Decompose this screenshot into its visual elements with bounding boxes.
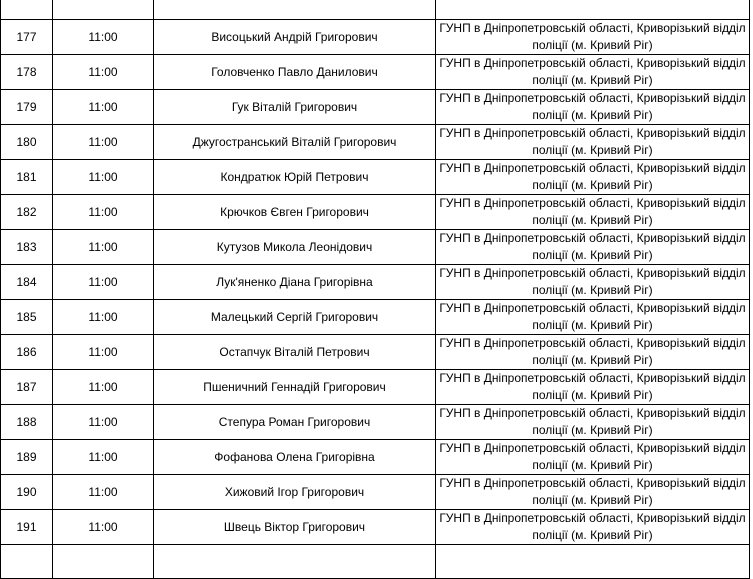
department-line-2: поліції (м. Кривий Ріг) bbox=[532, 178, 653, 192]
row-full-name: Кутузов Микола Леонідович bbox=[154, 230, 436, 265]
table-row bbox=[1, 195, 750, 230]
row-number: 179 bbox=[1, 90, 53, 125]
row-department bbox=[436, 160, 750, 195]
department-line-2: поліції (м. Кривий Ріг) bbox=[532, 108, 653, 122]
department-line-2: поліції (м. Кривий Ріг) bbox=[532, 458, 653, 472]
row-time: 11:00 bbox=[53, 265, 154, 300]
department-line-1: ГУНП в Дніпропетровській області, Криворізький відділ bbox=[439, 406, 746, 420]
department-line-1: ГУНП в Дніпропетровській області, Криворізький відділ bbox=[439, 266, 746, 280]
row-full-name: Степура Роман Григорович bbox=[154, 405, 436, 440]
table-row bbox=[1, 475, 750, 510]
row-department bbox=[436, 335, 750, 370]
row-time: 11:00 bbox=[53, 125, 154, 160]
row-number: 184 bbox=[1, 265, 53, 300]
department-line-2: поліції (м. Кривий Ріг) bbox=[532, 493, 653, 507]
row-number: 180 bbox=[1, 125, 53, 160]
row-number: 181 bbox=[1, 160, 53, 195]
table-row bbox=[1, 160, 750, 195]
row-number: 185 bbox=[1, 300, 53, 335]
row-full-name: Лук'яненко Діана Григорівна bbox=[154, 265, 436, 300]
department-line-1: ГУНП в Дніпропетровській області, Криворізький відділ bbox=[439, 21, 746, 35]
row-department bbox=[436, 55, 750, 90]
table-row bbox=[1, 125, 750, 160]
row-department bbox=[436, 265, 750, 300]
department-line-1: ГУНП в Дніпропетровській області, Криворізький відділ bbox=[439, 476, 746, 490]
table-row bbox=[1, 405, 750, 440]
row-time: 11:00 bbox=[53, 475, 154, 510]
department-line-1: ГУНП в Дніпропетровській області, Криворізький відділ bbox=[439, 231, 746, 245]
row-department bbox=[436, 20, 750, 55]
row-full-name: Крючков Євген Григорович bbox=[154, 195, 436, 230]
row-full-name bbox=[154, 545, 436, 579]
row-time: 11:00 bbox=[53, 230, 154, 265]
row-number: 177 bbox=[1, 20, 53, 55]
department-line-2: поліції (м. Кривий Ріг) bbox=[532, 318, 653, 332]
department-line-2: поліції (м. Кривий Ріг) bbox=[532, 528, 653, 542]
row-time: 11:00 bbox=[53, 370, 154, 405]
row-time: 11:00 bbox=[53, 90, 154, 125]
row-full-name: Остапчук Віталій Петрович bbox=[154, 335, 436, 370]
row-full-name: Висоцький Андрій Григорович bbox=[154, 20, 436, 55]
row-full-name: Гук Віталій Григорович bbox=[154, 90, 436, 125]
department-line-2: поліції (м. Кривий Ріг) bbox=[532, 213, 653, 227]
row-time: 11:00 bbox=[53, 195, 154, 230]
row-time: 11:00 bbox=[53, 335, 154, 370]
department-line-2: поліції (м. Кривий Ріг) bbox=[532, 143, 653, 157]
department-line-1: ГУНП в Дніпропетровській області, Криворізький відділ bbox=[439, 56, 746, 70]
row-number: 178 bbox=[1, 55, 53, 90]
department-line-2: поліції (м. Кривий Ріг) bbox=[532, 283, 653, 297]
row-department bbox=[436, 370, 750, 405]
department-line-1: ГУНП в Дніпропетровській області, Криворізький відділ bbox=[439, 336, 746, 350]
department-line-1: ГУНП в Дніпропетровській області, Криворізький відділ bbox=[439, 161, 746, 175]
row-department bbox=[436, 510, 750, 545]
row-time: 11:00 bbox=[53, 160, 154, 195]
table-row bbox=[1, 55, 750, 90]
table-row bbox=[1, 300, 750, 335]
row-time bbox=[53, 0, 154, 20]
row-time: 11:00 bbox=[53, 300, 154, 335]
row-department bbox=[436, 440, 750, 475]
department-line-1: ГУНП в Дніпропетровській області, Криворізький відділ bbox=[439, 126, 746, 140]
table-body bbox=[1, 0, 750, 579]
table-row bbox=[1, 0, 750, 20]
row-full-name: Пшеничний Геннадій Григорович bbox=[154, 370, 436, 405]
row-number: 183 bbox=[1, 230, 53, 265]
row-number: 187 bbox=[1, 370, 53, 405]
row-time: 11:00 bbox=[53, 510, 154, 545]
row-full-name: Малецький Сергій Григорович bbox=[154, 300, 436, 335]
row-full-name: Фофанова Олена Григорівна bbox=[154, 440, 436, 475]
row-number bbox=[1, 0, 53, 20]
row-full-name: Хижовий Ігор Григорович bbox=[154, 475, 436, 510]
department-line-1: ГУНП в Дніпропетровській області, Криворізький відділ bbox=[439, 301, 746, 315]
row-department bbox=[436, 125, 750, 160]
row-full-name: Джугостранський Віталій Григорович bbox=[154, 125, 436, 160]
department-line-2: поліції (м. Кривий Ріг) bbox=[532, 73, 653, 87]
row-department bbox=[436, 405, 750, 440]
department-line-2: поліції (м. Кривий Ріг) bbox=[532, 248, 653, 262]
department-line-2: поліції (м. Кривий Ріг) bbox=[532, 423, 653, 437]
row-department bbox=[436, 300, 750, 335]
department-line-1: ГУНП в Дніпропетровській області, Криворізький відділ bbox=[439, 441, 746, 455]
row-time: 11:00 bbox=[53, 20, 154, 55]
table-row bbox=[1, 335, 750, 370]
row-department bbox=[436, 230, 750, 265]
table-row bbox=[1, 510, 750, 545]
row-number bbox=[1, 545, 53, 579]
department-line-2: поліції (м. Кривий Ріг) bbox=[532, 388, 653, 402]
row-time: 11:00 bbox=[53, 55, 154, 90]
row-time bbox=[53, 545, 154, 579]
row-number: 189 bbox=[1, 440, 53, 475]
row-department bbox=[436, 475, 750, 510]
row-number: 186 bbox=[1, 335, 53, 370]
table-row bbox=[1, 265, 750, 300]
department-line-1: ГУНП в Дніпропетровській області, Криворізький відділ bbox=[439, 196, 746, 210]
row-number: 191 bbox=[1, 510, 53, 545]
department-line-1: ГУНП в Дніпропетровській області, Криворізький відділ bbox=[439, 511, 746, 525]
table-row bbox=[1, 545, 750, 579]
row-number: 182 bbox=[1, 195, 53, 230]
table-row bbox=[1, 370, 750, 405]
department-line-2: поліції (м. Кривий Ріг) bbox=[532, 353, 653, 367]
table-row bbox=[1, 440, 750, 475]
row-full-name: Кондратюк Юрій Петрович bbox=[154, 160, 436, 195]
department-line-1: ГУНП в Дніпропетровській області, Криворізький відділ bbox=[439, 371, 746, 385]
row-time: 11:00 bbox=[53, 440, 154, 475]
row-number: 188 bbox=[1, 405, 53, 440]
row-department bbox=[436, 195, 750, 230]
table-row bbox=[1, 90, 750, 125]
table-row bbox=[1, 230, 750, 265]
row-department bbox=[436, 0, 750, 20]
table-row bbox=[1, 20, 750, 55]
row-number: 190 bbox=[1, 475, 53, 510]
row-full-name bbox=[154, 0, 436, 20]
department-line-1: ГУНП в Дніпропетровській області, Криворізький відділ bbox=[439, 91, 746, 105]
row-full-name: Головченко Павло Данилович bbox=[154, 55, 436, 90]
row-department bbox=[436, 545, 750, 579]
row-time: 11:00 bbox=[53, 405, 154, 440]
department-line-2: поліції (м. Кривий Ріг) bbox=[532, 38, 653, 52]
row-department bbox=[436, 90, 750, 125]
row-full-name: Швець Віктор Григорович bbox=[154, 510, 436, 545]
